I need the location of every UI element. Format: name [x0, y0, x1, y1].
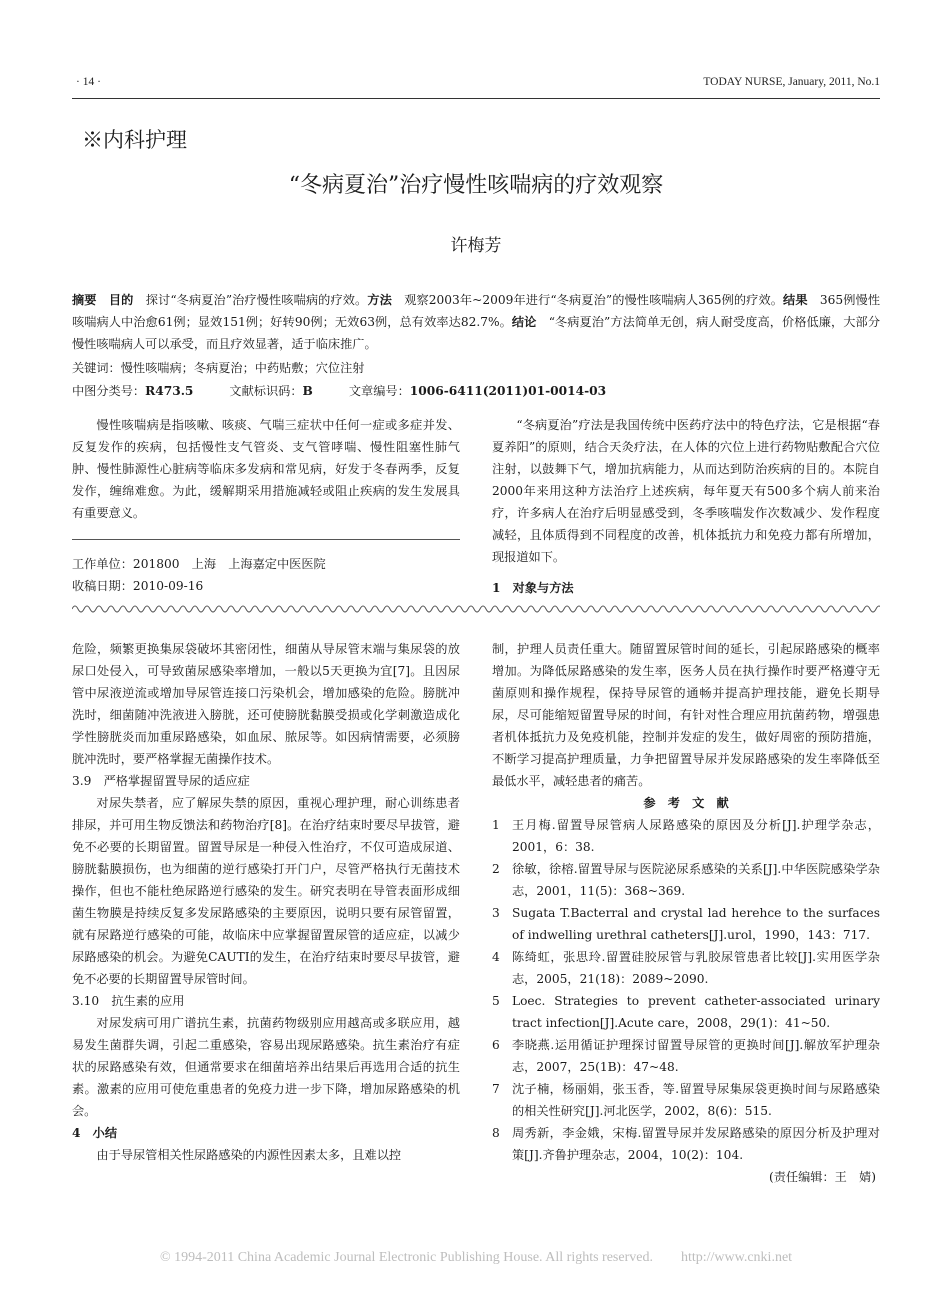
- page-number: · 14 ·: [76, 76, 101, 88]
- paragraph-bag-change: 危险，频繁更换集尿袋破坏其密闭性，细菌从导尿管末端与集尿袋的放尿口处侵入，可导致菌尿感染率增加，一般以5天更换为宜[7]。且因尿管中尿液逆流或增加导尿管连接口污染机会，增加感染的危险。膀胱冲洗时，细菌随冲洗液进入膀胱，还可使膀胱黏膜受损或化学刺激造成化学性膀胱炎而加重尿路感染，如血尿、脓尿等。如因病情需要，必须膀胱冲洗时，要严格掌握无菌操作技术。: [72, 642, 460, 766]
- reference-text: 周秀新，李金娥，宋梅.留置导尿并发尿路感染的原因分析及护理对策[J].齐鲁护理杂志，2004，10(2)：104.: [512, 1126, 880, 1162]
- intro-left-paragraph: 慢性咳喘病是指咳嗽、咳痰、气喘三症状中任何一症或多症并发、反复发作的疾病，包括慢性支气管炎、支气管哮喘、慢性阻塞性肺气肿、慢性肺源性心脏病等临床多发病和常见病，好发于冬春两季，反复发作，缠绵难愈。为此，缓解期采用措施减轻或阻止疾病的发生发展具有重要意义。: [72, 418, 460, 520]
- references-heading: 参 考 文 献: [643, 796, 729, 810]
- intro-right-paragraph: “冬病夏治”疗法是我国传统中医药疗法中的特色疗法，它是根据“春夏养阳”的原则，结合天灸疗法，在人体的穴位上进行药物贴敷配合穴位注射，以鼓舞下气，增加抗病能力，从而达到防治疾病的目的。本院自2000年来用这种方法治疗上述疾病，每年夏天有500多个病人前来治疗，许多病人在治疗后明显感受到，冬季咳喘发作次数减少、发作程度减轻，且体质得到不同程度的改善，机体抵抗力和免疫力都有所增加，现报道如下。: [492, 418, 880, 564]
- heading-3-10: 3.10 抗生素的应用: [72, 994, 185, 1008]
- received-date: 收稿日期：2010-09-16: [72, 579, 204, 593]
- section-heading-methods: 1 对象与方法: [492, 581, 574, 595]
- work-unit: 工作单位：201800 上海 上海嘉定中医医院: [72, 557, 326, 571]
- article-no-value: 1006-6411(2011)01-0014-03: [409, 384, 607, 398]
- doc-code-label: 文献标识码：: [229, 384, 303, 398]
- reference-item: [492, 1078, 880, 1122]
- classification-line: [72, 380, 880, 402]
- reference-item: [492, 1034, 880, 1078]
- copyright-watermark: © 1994-2011 China Academic Journal Electronic Publishing House. All rights reserved. http://www.cnki.net: [159, 1250, 793, 1265]
- article-title: “冬病夏治”治疗慢性咳喘病的疗效观察: [288, 173, 664, 198]
- reference-text: 李晓燕.运用循证护理探讨留置导尿管的更换时间[J].解放军护理杂志，2007，25(1B)：47~48.: [512, 1038, 880, 1074]
- responsible-editor: (责任编辑：王 婧): [768, 1170, 876, 1184]
- paragraph-indications: 对尿失禁者，应了解尿失禁的原因，重视心理护理，耐心训练患者排尿，并可用生物反馈法和药物治疗[8]。在治疗结束时要尽早拔管，避免不必要的长期留置。留置导尿是一种侵入性治疗，不仅可造成尿道、膀胱黏膜损伤，也为细菌的逆行感染打开门户，尽管严格执行无菌技术操作，但也不能杜绝尿路逆行感染的发生。研究表明在导管表面形成细菌生物膜是持续反复多发尿路感染的主要原因，说明只要有尿管留置，就有尿路逆行感染的可能，故临床中应掌握留置尿管的适应症，以减少尿路感染的机会。为避免CAUTI的发生，在治疗结束时要尽早拔管，避免不必要的长期留置导尿管时间。: [72, 796, 460, 986]
- paragraph-antibiotics: 对尿发病可用广谱抗生素，抗菌药物级别应用越高或多联应用，越易发生菌群失调，引起二重感染，容易出现尿路感染。抗生素治疗有症状的尿路感染有效，但通常要求在细菌培养出结果后再选用合适的抗生素。激素的应用可使危重患者的免疫力进一步下降，增加尿路感染的机会。: [72, 1016, 460, 1118]
- abstract-conclusion: “冬病夏治”方法简单无创，病人耐受度高，价格低廉，大部分慢性咳喘病人可以承受，而且疗效显著，适于临床推广。: [72, 315, 881, 351]
- reference-number: 5: [492, 994, 500, 1008]
- reference-text: Loec. Strategies to prevent catheter-associated urinary tract infection[J].Acute care，2008，29(1)：41~50.: [512, 994, 880, 1030]
- reference-number: 8: [492, 1126, 500, 1140]
- article-no-label: 文章编号：: [348, 384, 410, 398]
- abstract-result: 365例慢性咳喘病人中治愈61例；显效151例；好转90例；无效63例，总有效率达82.7%。: [72, 293, 881, 329]
- clc-value: R473.5: [145, 384, 194, 398]
- journal-running-header: TODAY NURSE, January, 2011, No.1: [703, 76, 880, 88]
- reference-number: 2: [492, 862, 500, 876]
- reference-list: [492, 814, 880, 1166]
- reference-number: 1: [492, 818, 500, 832]
- reference-item: [492, 946, 880, 990]
- reference-number: 6: [492, 1038, 500, 1052]
- reference-item: [492, 902, 880, 946]
- abstract-label: 摘要: [72, 293, 97, 307]
- paragraph-conclusion: 制，护理人员责任重大。随留置尿管时间的延长，引起尿路感染的概率增加。为降低尿路感染的发生率，医务人员在执行操作时要严格遵守无菌原则和操作规程，保持导尿管的通畅并提高护理技能，避免长期导尿，尽可能缩短留置导尿的时间，有针对性合理应用抗菌药物，增强患者机体抵抗力及免疫机能，控制并发症的发生，做好周密的预防措施，不断学习提高护理质量，力争把留置导尿并发尿路感染的发生率降低至最低水平，减轻患者的痛苦。: [492, 642, 880, 788]
- reference-item: [492, 814, 880, 858]
- lower-left-column: [72, 638, 460, 1166]
- wavy-divider: [72, 602, 880, 616]
- reference-item: [492, 1122, 880, 1166]
- keywords: 关键词：慢性咳喘病；冬病夏治；中药贴敷；穴位注射: [72, 361, 365, 375]
- header-rule: [72, 98, 880, 99]
- reference-text: 王月梅.留置导尿管病人尿路感染的原因及分析[J].护理学杂志，2001，6：38.: [512, 818, 880, 854]
- reference-text: 陈绮虹，张思玲.留置硅胶尿管与乳胶尿管患者比较[J].实用医学杂志，2005，21(18)：2089~2090.: [512, 950, 880, 986]
- abstract-aim: 探讨“冬病夏治”治疗慢性咳喘病的疗效。: [145, 293, 368, 307]
- article-author: 许梅芳: [450, 236, 502, 256]
- reference-number: 7: [492, 1082, 500, 1096]
- footnote-rule: [72, 539, 460, 540]
- reference-number: 4: [492, 950, 500, 964]
- reference-text: 沈子楠，杨丽娟，张玉香，等.留置导尿集尿袋更换时间与尿路感染的相关性研究[J].河北医学，2002，8(6)：515.: [512, 1082, 880, 1118]
- abstract: [72, 289, 880, 355]
- result-label: 结果: [783, 293, 808, 307]
- heading-3-9: 3.9 严格掌握留置导尿的适应症: [72, 774, 250, 788]
- method-label: 方法: [367, 293, 392, 307]
- aim-label: 目的: [108, 293, 134, 307]
- paragraph-summary: 由于导尿管相关性尿路感染的内源性因素太多，且难以控: [96, 1148, 402, 1162]
- section-label: ※内科护理: [82, 128, 187, 152]
- reference-text: 徐敏，徐榕.留置导尿与医院泌尿系感染的关系[J].中华医院感染学杂志，2001，11(5)：368~369.: [512, 862, 880, 898]
- reference-number: 3: [492, 906, 500, 920]
- reference-text: Sugata T.Bacterral and crystal lad herehce to the surfaces of indwelling urethral catheters[J].urol，1990，143：717.: [512, 906, 880, 942]
- lower-right-column: [492, 638, 880, 1188]
- reference-item: [492, 858, 880, 902]
- abstract-method: 观察2003年~2009年进行“冬病夏治”的慢性咳喘病人365例的疗效。: [404, 293, 784, 307]
- reference-item: [492, 990, 880, 1034]
- doc-code-value: B: [302, 384, 313, 398]
- heading-4-summary: 4 小结: [72, 1126, 118, 1140]
- clc-label: 中图分类号：: [72, 384, 146, 398]
- conclusion-label: 结论: [511, 315, 537, 329]
